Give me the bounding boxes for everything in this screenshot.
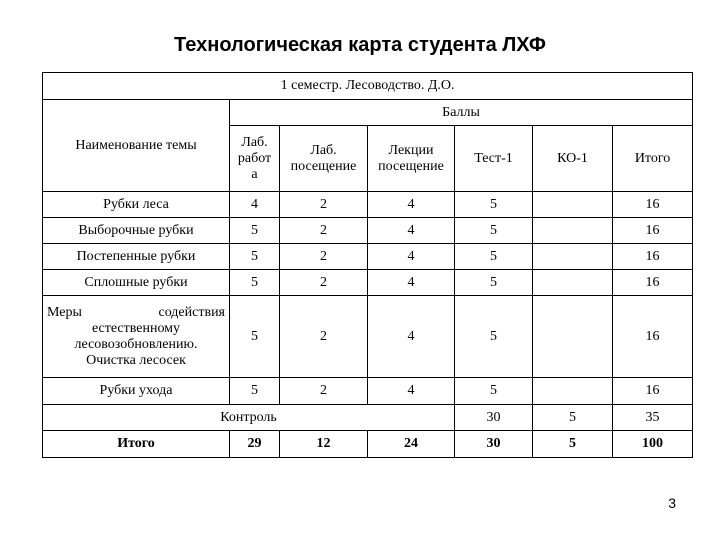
row-total: 16 bbox=[613, 192, 693, 218]
row-topic-line-1 bbox=[47, 305, 225, 321]
tech-card-table bbox=[42, 72, 693, 458]
row-lab-attendance: 2 bbox=[280, 218, 368, 244]
row-topic bbox=[43, 296, 230, 378]
row-lecture-attendance: 4 bbox=[368, 378, 455, 405]
summary-ko: 5 bbox=[533, 431, 613, 458]
row-lab-attendance: 2 bbox=[280, 270, 368, 296]
control-label: Контроль bbox=[43, 405, 455, 431]
control-test: 30 bbox=[455, 405, 533, 431]
row-topic: Постепенные рубки bbox=[43, 244, 230, 270]
row-lecture-attendance: 4 bbox=[368, 192, 455, 218]
semester-row bbox=[43, 73, 693, 100]
header-topic: Наименование темы bbox=[43, 100, 230, 192]
row-lab: 5 bbox=[230, 244, 280, 270]
row-ko bbox=[533, 218, 613, 244]
row-lab-attendance: 2 bbox=[280, 244, 368, 270]
header-lab-work-line-2: работ bbox=[237, 150, 272, 166]
header-lab-attendance-line-2: посещение bbox=[290, 158, 357, 174]
header-lab-work-line-3: а bbox=[251, 166, 258, 182]
row-lab: 5 bbox=[230, 218, 280, 244]
row-test: 5 bbox=[455, 270, 533, 296]
row-test: 5 bbox=[455, 244, 533, 270]
header-lab-work-line-1: Лаб. bbox=[241, 134, 268, 150]
row-lab-attendance: 2 bbox=[280, 296, 368, 378]
control-row bbox=[43, 405, 693, 431]
header-total: Итого bbox=[613, 126, 693, 192]
row-topic-word: Меры bbox=[47, 304, 82, 320]
row-lab-attendance: 2 bbox=[280, 378, 368, 405]
row-lecture-attendance: 4 bbox=[368, 244, 455, 270]
row-ko bbox=[533, 244, 613, 270]
row-test: 5 bbox=[455, 296, 533, 378]
table-row bbox=[43, 270, 693, 296]
row-topic-line-3: лесовозобновлению. bbox=[74, 336, 198, 352]
table-row bbox=[43, 218, 693, 244]
table-row bbox=[43, 192, 693, 218]
page-number: 3 bbox=[668, 495, 676, 511]
row-topic-word: содействия bbox=[158, 304, 225, 320]
row-ko bbox=[533, 270, 613, 296]
header-test: Тест-1 bbox=[455, 126, 533, 192]
row-ko bbox=[533, 378, 613, 405]
row-ko bbox=[533, 192, 613, 218]
row-test: 5 bbox=[455, 378, 533, 405]
semester-cell: 1 семестр. Лесоводство. Д.О. bbox=[43, 73, 693, 100]
row-total: 16 bbox=[613, 244, 693, 270]
row-topic: Выборочные рубки bbox=[43, 218, 230, 244]
row-lab: 5 bbox=[230, 378, 280, 405]
summary-test: 30 bbox=[455, 431, 533, 458]
header-lab-attendance bbox=[280, 126, 368, 192]
row-topic: Рубки ухода bbox=[43, 378, 230, 405]
row-topic-line-4: Очистка лесосек bbox=[86, 352, 186, 368]
control-total: 35 bbox=[613, 405, 693, 431]
header-lecture-attendance-line-1: Лекции bbox=[388, 142, 434, 158]
row-topic-line-2: естественному bbox=[91, 320, 181, 336]
row-total: 16 bbox=[613, 270, 693, 296]
row-total: 16 bbox=[613, 296, 693, 378]
row-lab-attendance: 2 bbox=[280, 192, 368, 218]
header-lab-work bbox=[230, 126, 280, 192]
row-lecture-attendance: 4 bbox=[368, 296, 455, 378]
row-lecture-attendance: 4 bbox=[368, 218, 455, 244]
summary-label: Итого bbox=[43, 431, 230, 458]
summary-lab-attendance: 12 bbox=[280, 431, 368, 458]
summary-row bbox=[43, 431, 693, 458]
summary-lecture-attendance: 24 bbox=[368, 431, 455, 458]
scores-header-row bbox=[43, 100, 693, 126]
summary-lab: 29 bbox=[230, 431, 280, 458]
header-scores: Баллы bbox=[230, 100, 693, 126]
summary-total: 100 bbox=[613, 431, 693, 458]
table-row bbox=[43, 296, 693, 378]
row-lab: 5 bbox=[230, 270, 280, 296]
table-row bbox=[43, 378, 693, 405]
header-ko: КО-1 bbox=[533, 126, 613, 192]
row-ko bbox=[533, 296, 613, 378]
page-title: Технологическая карта студента ЛХФ bbox=[174, 34, 546, 56]
header-lecture-attendance bbox=[368, 126, 455, 192]
table-row bbox=[43, 244, 693, 270]
row-topic: Сплошные рубки bbox=[43, 270, 230, 296]
header-lecture-attendance-line-2: посещение bbox=[378, 158, 444, 174]
row-lab: 4 bbox=[230, 192, 280, 218]
header-lab-attendance-line-1: Лаб. bbox=[310, 142, 337, 158]
row-topic: Рубки леса bbox=[43, 192, 230, 218]
control-ko: 5 bbox=[533, 405, 613, 431]
row-lecture-attendance: 4 bbox=[368, 270, 455, 296]
row-lab: 5 bbox=[230, 296, 280, 378]
row-test: 5 bbox=[455, 218, 533, 244]
row-total: 16 bbox=[613, 378, 693, 405]
row-total: 16 bbox=[613, 218, 693, 244]
row-test: 5 bbox=[455, 192, 533, 218]
